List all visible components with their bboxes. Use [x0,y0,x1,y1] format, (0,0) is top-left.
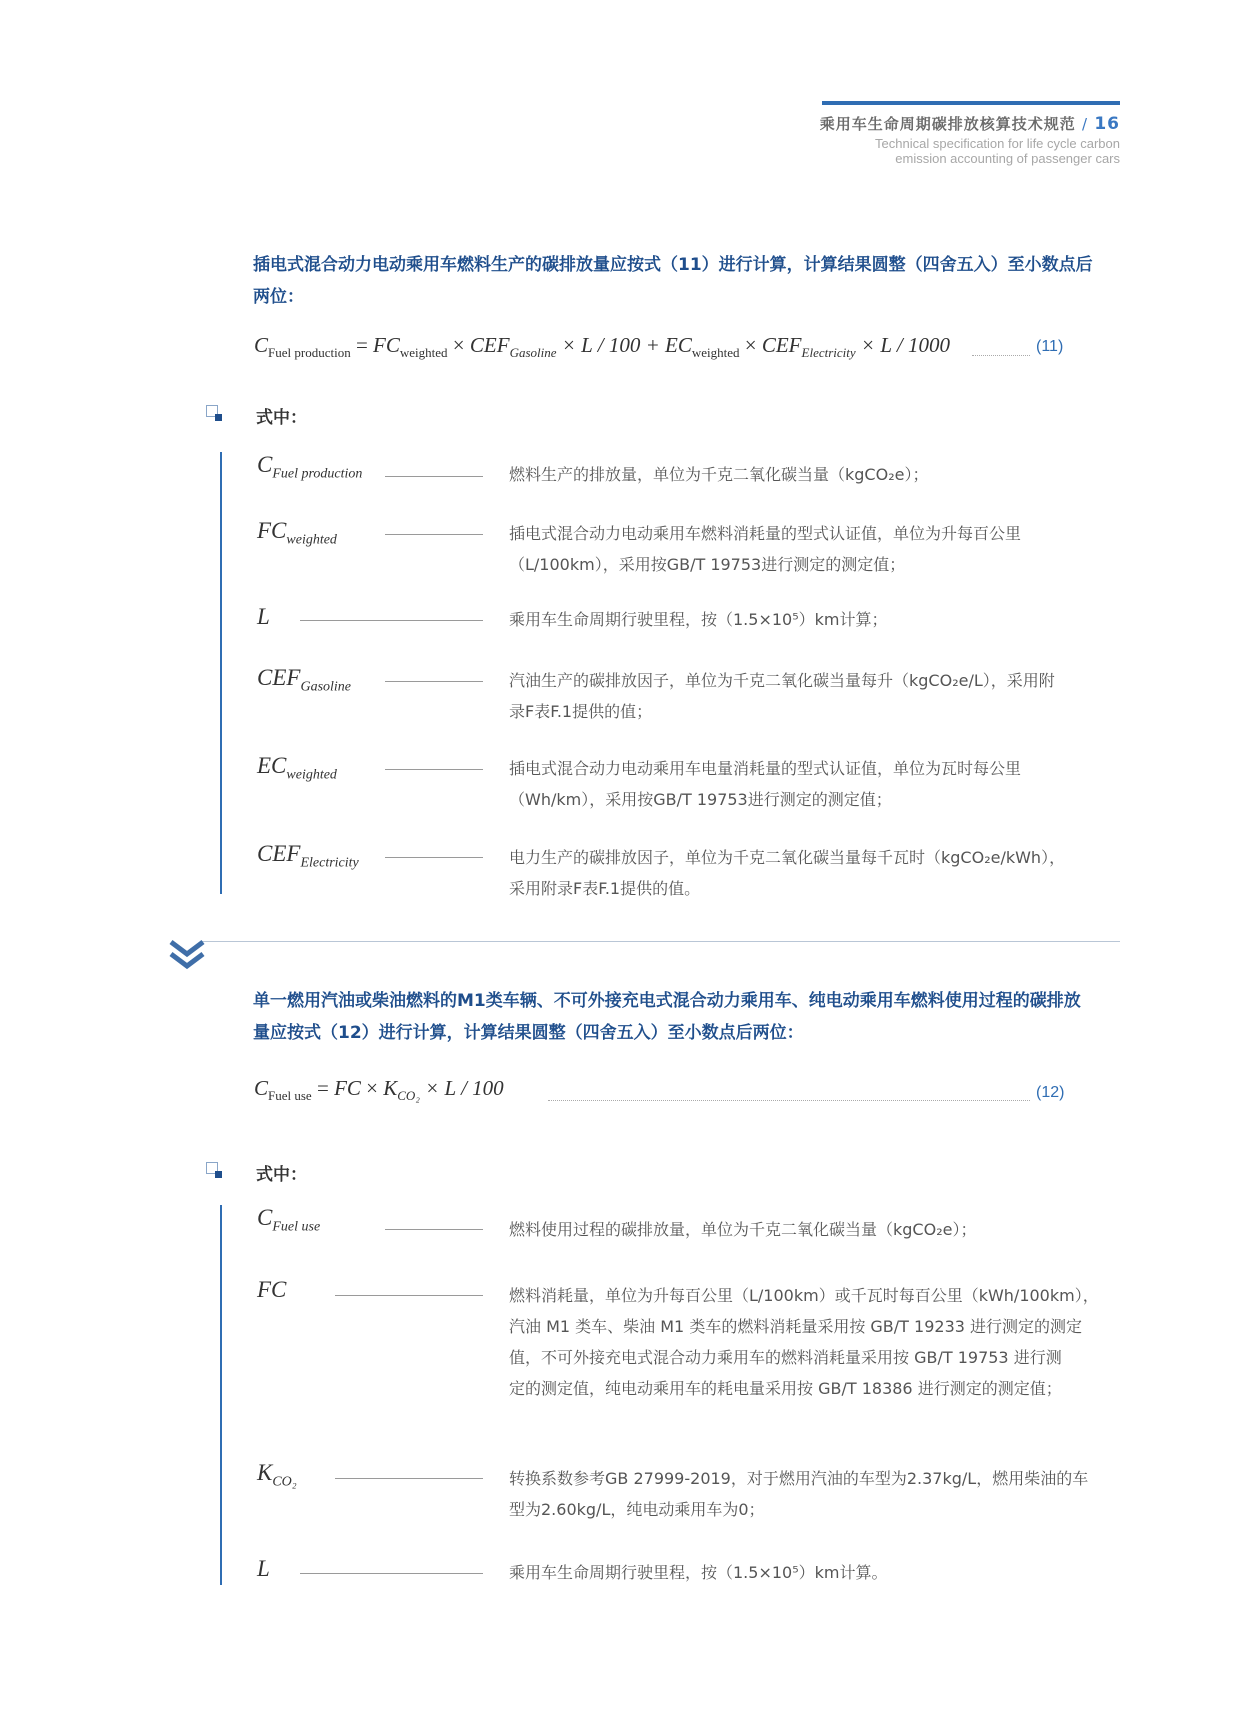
where-label: 式中： [256,1165,307,1185]
definition-text: 燃料使用过程的碳排放量，单位为千克二氧化碳当量（kgCO₂e）； [509,1220,977,1239]
definition-text: （L/100km），采用按GB/T 19753进行测定的测定值； [509,555,906,574]
header-separator: / [1082,115,1089,133]
section2-intro-line-2: 量应按式（12）进行计算，计算结果圆整（四舍五入）至小数点后两位： [253,1023,804,1043]
section-divider [200,941,1120,942]
symbol-cef-gasoline: $CEF_{Gasoline}$ [257,665,352,695]
header-rule [822,101,1120,105]
definition-text: 电力生产的碳排放因子，单位为千克二氧化碳当量每千瓦时（kgCO₂e/kWh）， [509,848,1066,867]
equation-number-11: (11) [1036,338,1064,355]
double-chevron-down-icon [168,938,206,976]
leader-line [385,681,483,682]
page-number: 16 [1094,114,1120,134]
definition-rule [220,1205,222,1585]
section1-intro-line-2: 两位： [253,287,304,307]
leader-line [335,1295,483,1296]
symbol-c-fuel-use: $C_{Fuel use}$ [257,1205,321,1235]
formula-12-leader [548,1100,1030,1101]
leader-line [385,769,483,770]
leader-line [385,1229,483,1230]
where-label: 式中： [256,408,307,428]
definition-text: 值，不可外接充电式混合动力乘用车的燃料消耗量采用按 GB/T 19753 进行测 [509,1348,1062,1367]
definition-text: 定的测定值，纯电动乘用车的耗电量采用按 GB/T 18386 进行测定的测定值； [509,1379,1062,1398]
definition-text: 录F表F.1提供的值； [509,702,653,721]
leader-line [385,534,483,535]
definition-text: 插电式混合动力电动乘用车电量消耗量的型式认证值，单位为瓦时每公里 [509,759,1022,778]
leader-line [300,620,483,621]
definition-text: 采用附录F表F.1提供的值。 [509,879,701,898]
section2-intro-line-1: 单一燃用汽油或柴油燃料的M1类车辆、不可外接充电式混合动力乘用车、纯电动乘用车燃料使用过程的碳排放 [253,991,1081,1011]
symbol-ec-weighted: $EC_{weighted}$ [257,753,337,783]
definition-text: 燃料消耗量，单位为升每百公里（L/100km）或千瓦时每百公里（kWh/100km）， [509,1286,1099,1305]
leader-line [385,857,483,858]
header-english-line-1: Technical specification for life cycle carbon [875,136,1120,151]
formula-12: $C_{Fuel use}$ = FC × $K_{CO_2} \times L / 100$ [254,1076,504,1104]
formula-11: $C_{Fuel production} = FC_{weighted} \times CEF_{Gasoline} \times L / 100 + EC_{weighted} \times CEF_{Electricity} \times L / 1000$ [254,333,950,361]
definition-text: 插电式混合动力电动乘用车燃料消耗量的型式认证值，单位为升每百公里 [509,524,1022,543]
definition-text: 燃料生产的排放量，单位为千克二氧化碳当量（kgCO₂e）； [509,465,929,484]
header-title: 乘用车生命周期碳排放核算技术规范 [819,115,1076,133]
section1-intro-line-1: 插电式混合动力电动乘用车燃料生产的碳排放量应按式（11）进行计算，计算结果圆整（四舍五入）至小数点后 [253,255,1093,275]
definition-text: 汽油 M1 类车、柴油 M1 类车的燃料消耗量采用按 GB/T 19233 进行测定的测定 [509,1317,1083,1336]
header-english-line-2: emission accounting of passenger cars [895,151,1120,166]
where-box-icon [206,1162,222,1182]
definition-text: 乘用车生命周期行驶里程，按（1.5×10⁵）km计算； [509,610,888,629]
symbol-cef-electricity: $CEF_{Electricity}$ [257,841,359,871]
leader-line [335,1478,483,1479]
symbol-c-fuel-production: $C_{Fuel production}$ [257,452,363,482]
leader-line [385,476,483,477]
definition-text: 汽油生产的碳排放因子，单位为千克二氧化碳当量每升（kgCO₂e/L），采用附 [509,671,1055,690]
definition-rule [220,452,222,894]
leader-line [300,1573,483,1574]
equation-number-12: (12) [1036,1084,1065,1101]
symbol-l: L [257,604,270,629]
where-box-icon [206,405,222,425]
definition-text: 转换系数参考GB 27999-2019，对于燃用汽油的车型为2.37kg/L，燃用柴油的车 [509,1469,1089,1488]
running-header [820,113,1120,134]
formula-11-leader [972,355,1030,356]
symbol-fc-weighted: $FC_{weighted}$ [257,518,337,548]
symbol-fc: FC [257,1277,287,1302]
definition-text: 乘用车生命周期行驶里程，按（1.5×10⁵）km计算。 [509,1563,888,1582]
definition-text: （Wh/km），采用按GB/T 19753进行测定的测定值； [509,790,892,809]
symbol-k-co2: $K_{CO_2}$ [257,1460,297,1490]
symbol-l: L [257,1556,270,1581]
definition-text: 型为2.60kg/L，纯电动乘用车为0； [509,1500,765,1519]
